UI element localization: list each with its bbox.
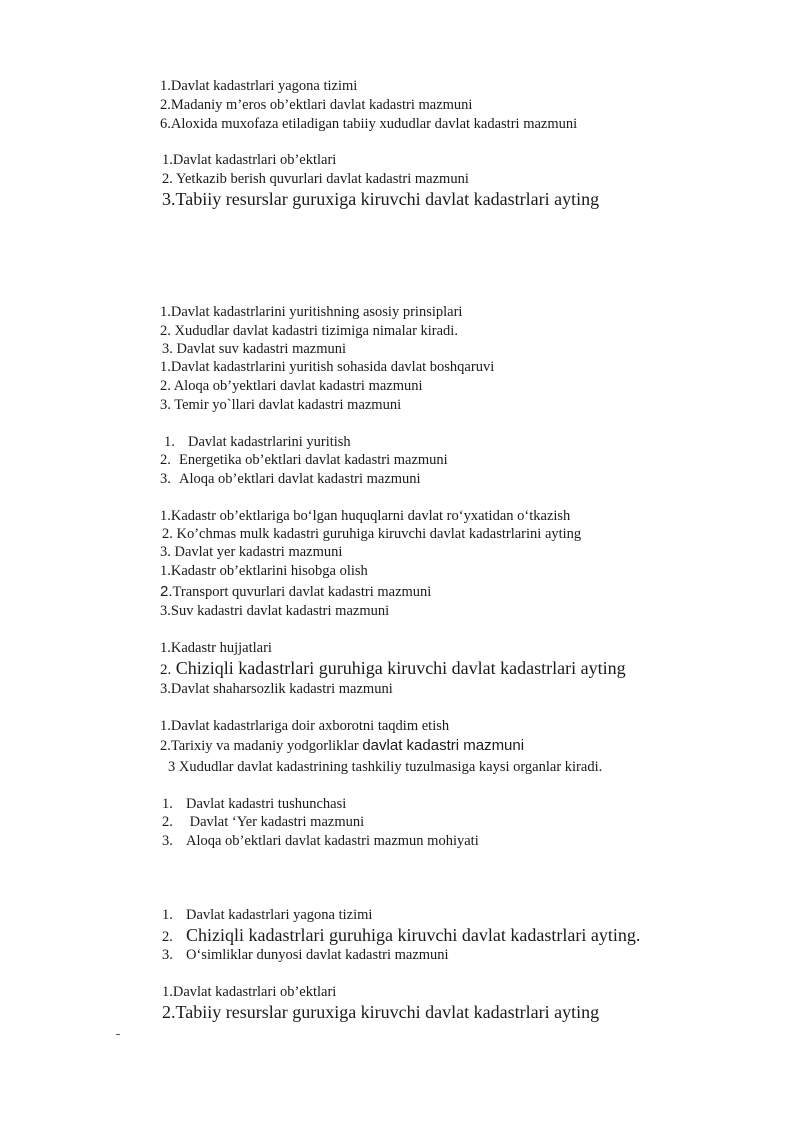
list-text: Chiziqli kadastrlari guruhiga kiruvchi davlat kadastrlari ayting. [186, 925, 641, 945]
list-number: 2. [162, 929, 173, 945]
text-line: 2. Xududlar davlat kadastri tizimiga nimalar kiradi. [160, 323, 458, 339]
list-item [162, 795, 346, 814]
text-line: 2. Ko’chmas mulk kadastri guruhiga kiruvchi davlat kadastrlarini ayting [162, 526, 582, 542]
list-item [160, 451, 448, 470]
text-line-large: 3.Tabiiy resurslar guruxiga kiruvchi davlat kadastrlari ayting [162, 189, 600, 209]
text-line: 3. Temir yo`llari davlat kadastri mazmuni [160, 397, 402, 413]
text-line [160, 736, 524, 756]
list-number: 1. [162, 796, 173, 812]
text-line: 1.Davlat kadastrlari ob’ektlari [162, 152, 337, 168]
list-text: Energetika ob’ektlari davlat kadastri mazmuni [179, 452, 448, 468]
list-text: Davlat kadastrlari yagona tizimi [186, 907, 373, 923]
text-line: 1.Davlat kadastrlariga doir axborotni taqdim etish [160, 718, 450, 734]
text-line: 1.Davlat kadastrlarini yuritish sohasida davlat boshqaruvi [160, 359, 495, 375]
text-line: 3. Davlat yer kadastri mazmuni [160, 544, 343, 560]
list-number: 1. [162, 907, 173, 923]
text-line: 1.Kadastr ob’ektlarini hisobga olish [160, 563, 368, 579]
line-text: 2.Tarixiy va madaniy yodgorliklar [160, 738, 363, 754]
text-line: 2.Madaniy m’eros ob’ektlari davlat kadastri mazmuni [160, 97, 473, 113]
line-text: Chiziqli kadastrlari guruhiga kiruvchi davlat kadastrlari ayting [171, 658, 626, 678]
list-text: Davlat kadastrlarini yuritish [188, 434, 351, 450]
list-text: Aloqa ob’ektlari davlat kadastri mazmuni [179, 471, 421, 487]
text-line: 3.Davlat shaharsozlik kadastri mazmuni [160, 681, 393, 697]
stray-mark [116, 1034, 120, 1035]
list-number: 2. [162, 814, 173, 830]
list-number: 3. [160, 471, 171, 487]
list-text: Aloqa ob’ektlari davlat kadastri mazmun mohiyati [186, 833, 479, 849]
list-item [164, 433, 351, 452]
line-text: Transport quvurlari davlat kadastri mazmuni [172, 584, 432, 600]
list-number: 3. [162, 833, 173, 849]
line-prefix: 2. [160, 583, 173, 600]
text-line: 3 Xududlar davlat kadastrining tashkiliy tuzulmasiga kaysi organlar kiradi. [168, 759, 603, 775]
list-text: O‘simliklar dunyosi davlat kadastri mazmuni [186, 947, 449, 963]
list-item [162, 924, 640, 948]
line-tail: davlat kadastri mazmuni [362, 737, 525, 754]
text-line: 6.Aloxida muxofaza etiladigan tabiiy xududlar davlat kadastri mazmuni [160, 116, 578, 132]
text-line: 2. Aloqa ob’yektlari davlat kadastri mazmuni [160, 378, 423, 394]
text-line: 1.Davlat kadastrlari yagona tizimi [160, 78, 358, 94]
text-line: 1.Kadastr hujjatlari [160, 640, 272, 656]
text-line: 1.Davlat kadastrlarini yuritishning asosiy prinsiplari [160, 304, 463, 320]
list-item [162, 832, 479, 851]
list-number: 3. [162, 947, 173, 963]
text-line-large: 2.Tabiiy resurslar guruxiga kiruvchi davlat kadastrlari ayting [162, 1002, 600, 1022]
text-line: 3.Suv kadastri davlat kadastri mazmuni [160, 603, 390, 619]
text-line [160, 582, 431, 602]
text-line: 1.Davlat kadastrlari ob’ektlari [162, 984, 337, 1000]
list-number: 1. [164, 434, 175, 450]
text-line: 2. Yetkazib berish quvurlari davlat kadastri mazmuni [162, 171, 469, 187]
list-number: 2. [160, 452, 171, 468]
list-item [162, 813, 364, 832]
list-item [162, 906, 372, 925]
list-text: Davlat kadastri tushunchasi [186, 796, 347, 812]
list-item [160, 470, 421, 489]
text-line-large [160, 657, 626, 681]
line-prefix: 2. [160, 662, 172, 678]
list-item [162, 946, 449, 965]
list-text: Davlat ‘Yer kadastri mazmuni [186, 814, 365, 830]
text-line: 3. Davlat suv kadastri mazmuni [162, 341, 347, 357]
text-line: 1.Kadastr ob’ektlariga bo‘lgan huquqlarni davlat ro‘yxatidan o‘tkazish [160, 508, 571, 524]
